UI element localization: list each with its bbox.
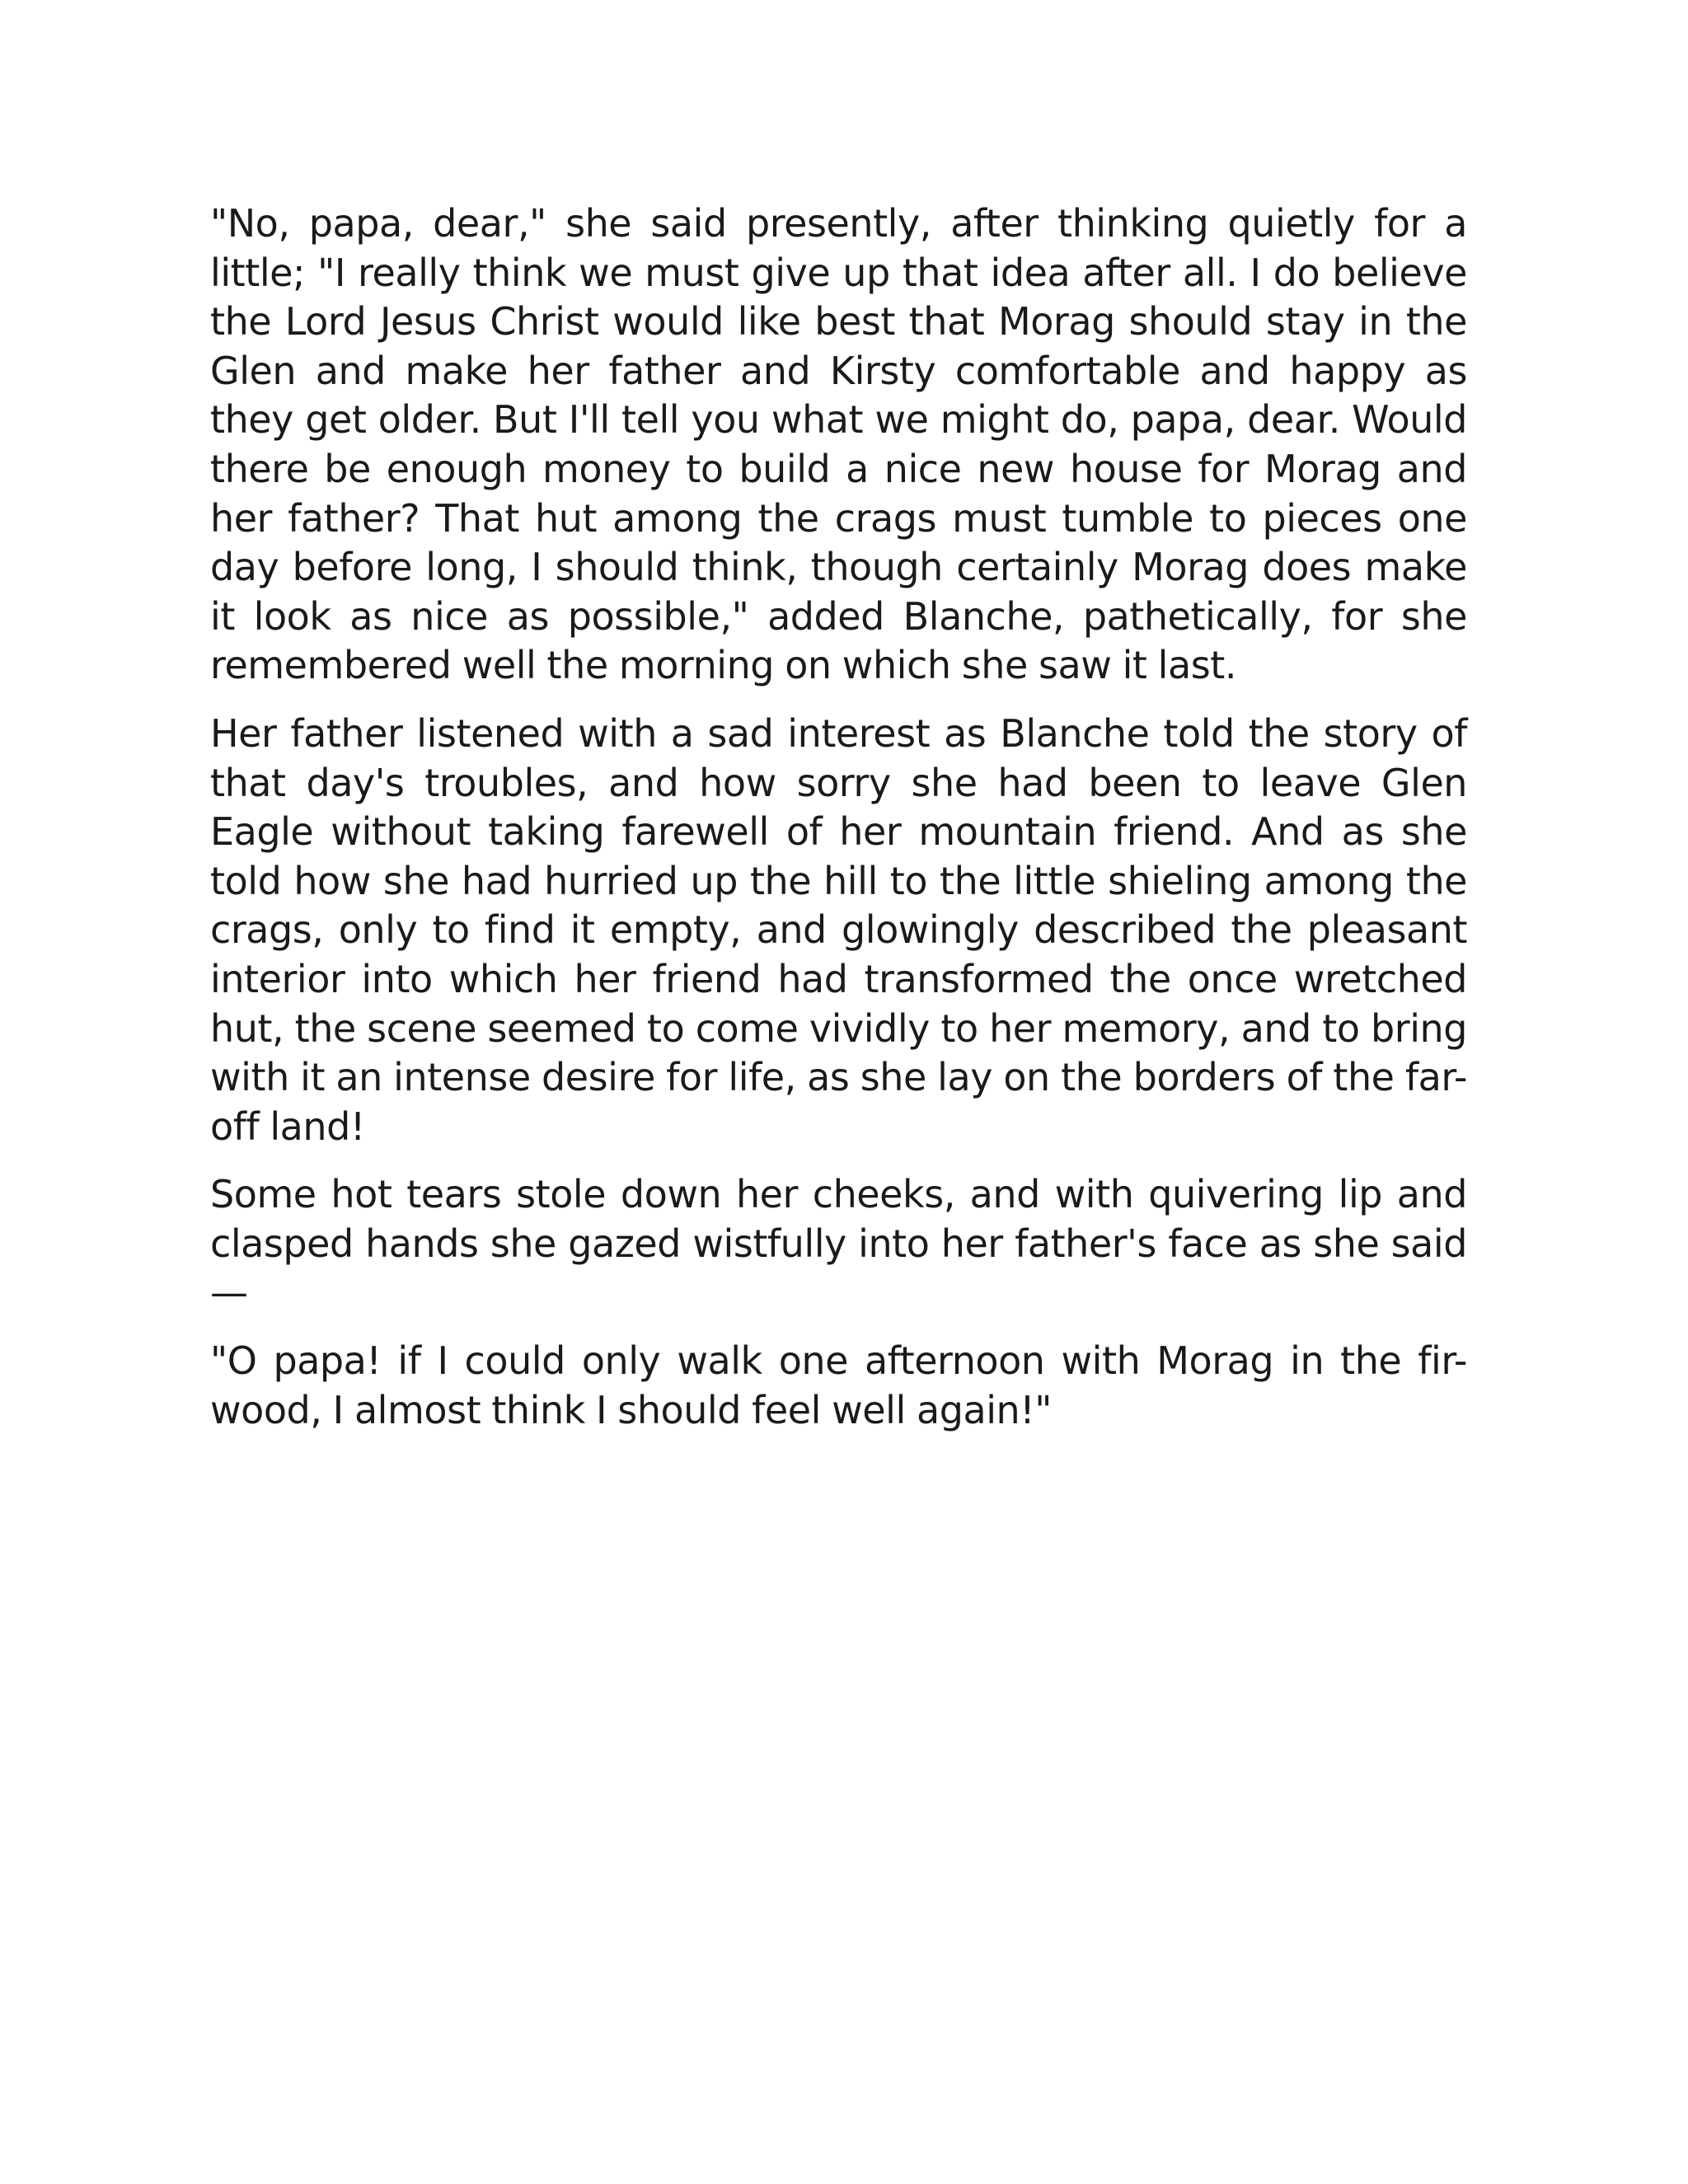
paragraph: Her father listened with a sad interest as Blanche told the story of that day's troubles, and how sorry she had been to leave Glen Eagle without taking farewell of her mountain friend. And as she told how she had hurried up the hill to the little shieling among the crags, only to find it empty, and glowingly described the pleasant interior into which her friend had transformed the once wretched hut, the scene seemed to come vividly to her memory, and to bring with it an intense desire for life, as she lay on the borders of the far-off land! (210, 710, 1467, 1149)
paragraph: Some hot tears stole down her cheeks, and with quivering lip and clasped hands she gazed wistfully into her father's face as she said— (210, 1172, 1467, 1315)
paragraph: "O papa! if I could only walk one afternoon with Morag in the fir-wood, I almost think I should feel well again!" (210, 1338, 1467, 1432)
body-text (210, 199, 1467, 1454)
paragraph: "No, papa, dear," she said presently, after thinking quietly for a little; "I really think we must give up that idea after all. I do believe the Lord Jesus Christ would like best that Morag should stay in the Glen and make her father and Kirsty comfortable and happy as they get older. But I'll tell you what we might do, papa, dear. Would there be enough money to build a nice new house for Morag and her father? That hut among the crags must tumble to pieces one day before long, I should think, though certainly Morag does make it look as nice as possible," added Blanche, pathetically, for she remembered well the morning on which she saw it last. (210, 201, 1467, 688)
